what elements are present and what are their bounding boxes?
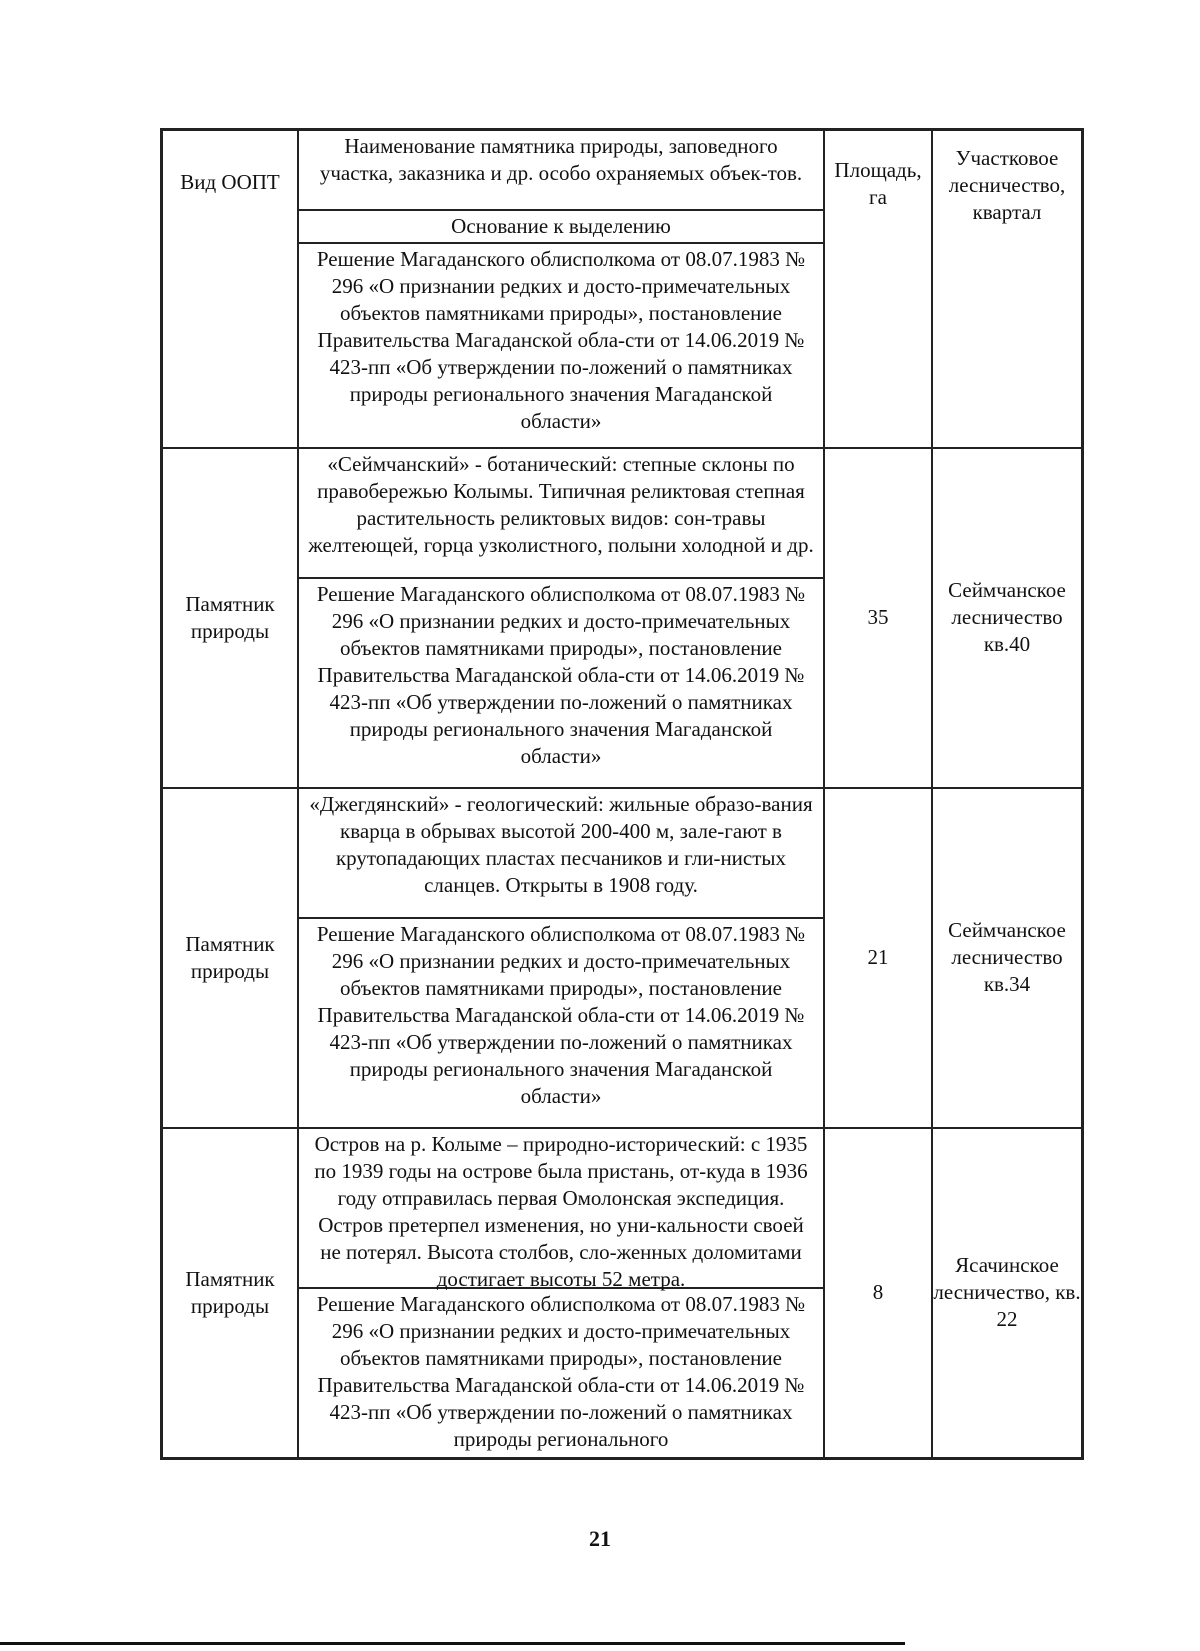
- row-area-cell: [824, 448, 932, 788]
- footer-divider: [0, 1642, 905, 1645]
- row-type: Памятник природы: [185, 1266, 275, 1318]
- table-header-row: [162, 130, 1083, 448]
- row-name-cell: [298, 1128, 824, 1459]
- header-type-cell: [162, 130, 299, 448]
- row-type-cell: [162, 788, 299, 1128]
- row-type: Памятник природы: [185, 931, 275, 983]
- header-area-cell: [824, 130, 932, 448]
- row-forestry-cell: [932, 788, 1083, 1128]
- oopt-table: [160, 128, 1084, 1460]
- row-name: Остров на р. Колыме – природно-исторический: с 1935 по 1939 годы на острове была пристань, от-куда в 1936 году отправилась первая Омолонская экспедиция. Остров претерпел изменения, но уни-кальности своей не потерял. Высота столбов, сло-женных доломитами достигает высоты 52 метра.: [299, 1129, 823, 1289]
- row-name-cell: [298, 788, 824, 1128]
- row-area-cell: [824, 788, 932, 1128]
- row-basis: Решение Магаданского облисполкома от 08.07.1983 № 296 «О признании редких и досто-примечательных объектов памятниками природы», постановление Правительства Магаданской обла-сти от 14.06.2019 № 423-пп «Об утверждении по-ложений о памятниках природы регионального значения Магаданской области»: [316, 581, 806, 768]
- header-forestry-label: Участковое лесничество, квартал: [948, 146, 1066, 224]
- row-basis: Решение Магаданского облисполкома от 08.07.1983 № 296 «О признании редких и досто-примечательных объектов памятниками природы», постановление Правительства Магаданской обла-сти от 14.06.2019 № 423-пп «Об утверждении по-ложений о памятниках природы регионального: [316, 1291, 806, 1451]
- row-area: 21: [867, 945, 889, 969]
- table-row: [162, 1128, 1083, 1459]
- row-area: 8: [872, 1280, 884, 1304]
- header-name-cell: [298, 130, 824, 448]
- header-forestry-cell: [932, 130, 1083, 448]
- row-area-cell: [824, 1128, 932, 1459]
- header-area-label: Площадь, га: [834, 158, 922, 209]
- row-forestry-cell: [932, 448, 1083, 788]
- row-type-cell: [162, 1128, 299, 1459]
- row-type-cell: [162, 448, 299, 788]
- table-row: [162, 448, 1083, 788]
- header-name-label: Наименование памятника природы, заповедного участка, заказника и др. особо охраняемых объек-тов.: [299, 131, 823, 211]
- table-row: [162, 788, 1083, 1128]
- row-forestry-cell: [932, 1128, 1083, 1459]
- row-area: 35: [867, 605, 889, 629]
- row-forestry: Ясачинское лесничество, кв. 22: [933, 1253, 1081, 1331]
- row-name: «Джегдянский» - геологический: жильные образо-вания кварца в обрывах высотой 200-400 м, зале-гают в крутопадающих пластах песчаников и гли-нистых сланцев. Открыты в 1908 году.: [299, 789, 823, 919]
- row-basis: Решение Магаданского облисполкома от 08.07.1983 № 296 «О признании редких и досто-примечательных объектов памятниками природы», постановление Правительства Магаданской обла-сти от 14.06.2019 № 423-пп «Об утверждении по-ложений о памятниках природы регионального значения Магаданской области»: [316, 921, 806, 1108]
- row-name-cell: [298, 448, 824, 788]
- row-type: Памятник природы: [185, 591, 275, 643]
- header-basis-text: Решение Магаданского облисполкома от 08.07.1983 № 296 «О признании редких и досто-примечательных объектов памятниками природы», постановление Правительства Магаданской обла-сти от 14.06.2019 № 423-пп «Об утверждении по-ложений о памятниках природы регионального значения Магаданской области»: [316, 247, 806, 433]
- header-basis-label: Основание к выделению: [299, 211, 823, 244]
- row-forestry: Сеймчанское лесничество кв.40: [948, 578, 1066, 656]
- row-forestry: Сеймчанское лесничество кв.34: [948, 918, 1066, 996]
- header-type-label: Вид ООПТ: [180, 170, 280, 194]
- page-number: 21: [589, 1526, 611, 1551]
- row-name: «Сеймчанский» - ботанический: степные склоны по правобережью Колымы. Типичная реликтовая степная растительность реликтовых видов: сон-травы желтеющей, горца узколистного, полыни холодной и др.: [299, 449, 823, 579]
